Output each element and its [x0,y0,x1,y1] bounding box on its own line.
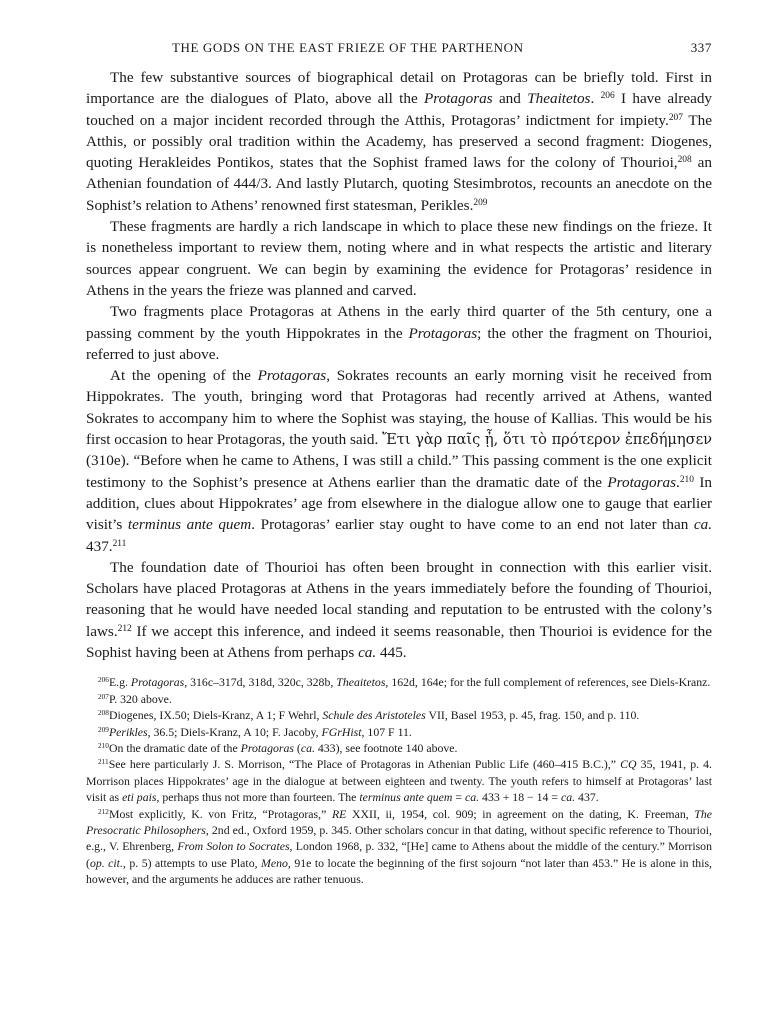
footnote-206: $^{206}$E.g. Protagoras, 316c–317d, 318d, 320c, 328b, Theaitetos, 162d, 164e; for the full complement of references, see Diels-Kranz. [98,675,711,690]
footnote-ref-212[interactable]: 212 [117,623,132,634]
footnote-209: $^{209}$Perikles, 36.5; Diels-Kranz, A 10; F. Jacoby, FGrHist, 107 F 11. [98,724,412,739]
footnote-ref-209[interactable]: 209 [473,197,488,208]
footnote-ref-208[interactable]: 208 [677,155,692,166]
main-text [86,67,712,663]
greek-quotation: Ἔτι γὰρ παῖς ᾖ, ὅτι τὸ πρότερον ἐπεδήμησεν [382,431,713,449]
footnote-210: $^{210}$On the dramatic date of the Protagoras (ca. 433), see footnote 140 above. [98,740,458,755]
paragraph-2: These fragments are hardly a rich landscape in which to place these new findings on the frieze. It is nonetheless important to review them, noting where and in what respects the artistic and literary sources appear congruent. We can begin by examining the evidence for Protagoras’ residence in Athens in the years the frieze was planned and carved. [86,218,712,299]
page [86,40,712,888]
footnote-211: $^{211}$See here particularly J. S. Morrison, “The Place of Protagoras in Athenian Public Life (460–415 B.C.),” CQ 35, 1941, p. 4. Morrison places Hippokrates’ age in the dialogue at between eighteen and twenty. The youth refers to himself at Protagoras’ last visit as eti pais, perhaps thus not more than fourteen. The terminus ante quem = ca. 433 + 18 − 14 = ca. 437. [86,757,713,805]
paragraph-3: Two fragments place Protagoras at Athens in the early third quarter of the 5th century, one a passing comment by the youth Hippokrates in the Protagoras; the other the fragment on Thourioi, referred to just above. [86,303,712,363]
footnote-208: $^{208}$Diogenes, IX.50; Diels-Kranz, A 1; F Wehrl, Schule des Aristoteles VII, Basel 1953, p. 45, frag. 150, and p. 110. [98,708,640,723]
paragraph-4: At the opening of the Protagoras, Sokrates recounts an early morning visit he received from Hippokrates. The youth, bringing word that Protagoras had recently arrived at Athens, wanted Sokrates to accompany him to where the Sophist was staying, the house of Kallias. This would be his first occasion to hear Protagoras, the youth said. Ἔτι γὰρ παῖς ᾖ, ὅτι τὸ πρότερον ἐπεδήμησεν (310e). “Before when he came to Athens, I was still a child.” This passing comment is the one explicit testimony to the Sophist’s presence at Athens earlier than the dramatic date of the Protagoras.$^{210}$ In addition, clues about Hippokrates’ age from elsewhere in the dialogue allow one to gauge that earlier visit’s terminus ante quem. Protagoras’ earlier stay ought to have come to an end not later than ca. 437.$^{211}$ [86,367,713,555]
footnote-ref-206[interactable]: 206 [600,91,615,102]
footnote-ref-207[interactable]: 207 [668,112,683,123]
footnote-207: $^{207}$P. 320 above. [98,691,172,706]
footnotes [86,674,712,887]
footnote-ref-211[interactable]: 211 [112,538,127,549]
page-number: 337 [690,40,712,55]
running-title: THE GODS ON THE EAST FRIEZE OF THE PARTHENON [172,40,524,55]
paragraph-5: The foundation date of Thourioi has often been brought in connection with this earlier visit. Scholars have placed Protagoras at Athens in the years immediately before the founding of Thourioi, reasoning that he would have needed local standing and reputation to be entrusted with the colony’s laws.$^{212}$ If we accept this inference, and indeed it seems reasonable, then Thourioi is evidence for the Sophist having been at Athens from perhaps ca. 445. [86,558,712,662]
paragraph-1: The few substantive sources of biographical detail on Protagoras can be briefly told. First in importance are the dialogues of Plato, above all the Protagoras and Theaitetos. $^{206}$ I have already touched on a major incident recorded through the Atthis, Protagoras’ indictment for impiety.$^{207}$ The Atthis, or possibly oral tradition within the Academy, has preserved a second fragment: Diogenes, quoting Herakleides Pontikos, states that the Sophist framed laws for the colony of Thourioi,$^{208}$ an Athenian foundation of 444/3. And lastly Plutarch, quoting Stesimbrotos, recounts an anecdote on the Sophist’s relation to Athens’ renowned first statesman, Perikles.$^{209}$ [86,69,713,214]
footnote-212: $^{212}$Most explicitly, K. von Fritz, “Protagoras,” RE XXII, ii, 1954, col. 909; in agreement on the dating, K. Freeman, The Presocratic Philosophers, 2nd ed., Oxford 1959, p. 345. Other scholars concur in that dating, without specific reference to Thourioi, e.g., V. Ehrenberg, From Solon to Socrates, London 1968, p. 332, “[He] came to Athens about the middle of the century.” Morrison (op. cit., p. 5) attempts to use Plato, Meno, 91e to locate the beginning of the first sojourn “not later than 453.” He is alone in this, however, and the arguments he adduces are rather tenuous. [86,806,713,887]
running-header [86,40,712,60]
footnote-ref-210[interactable]: 210 [679,474,694,485]
